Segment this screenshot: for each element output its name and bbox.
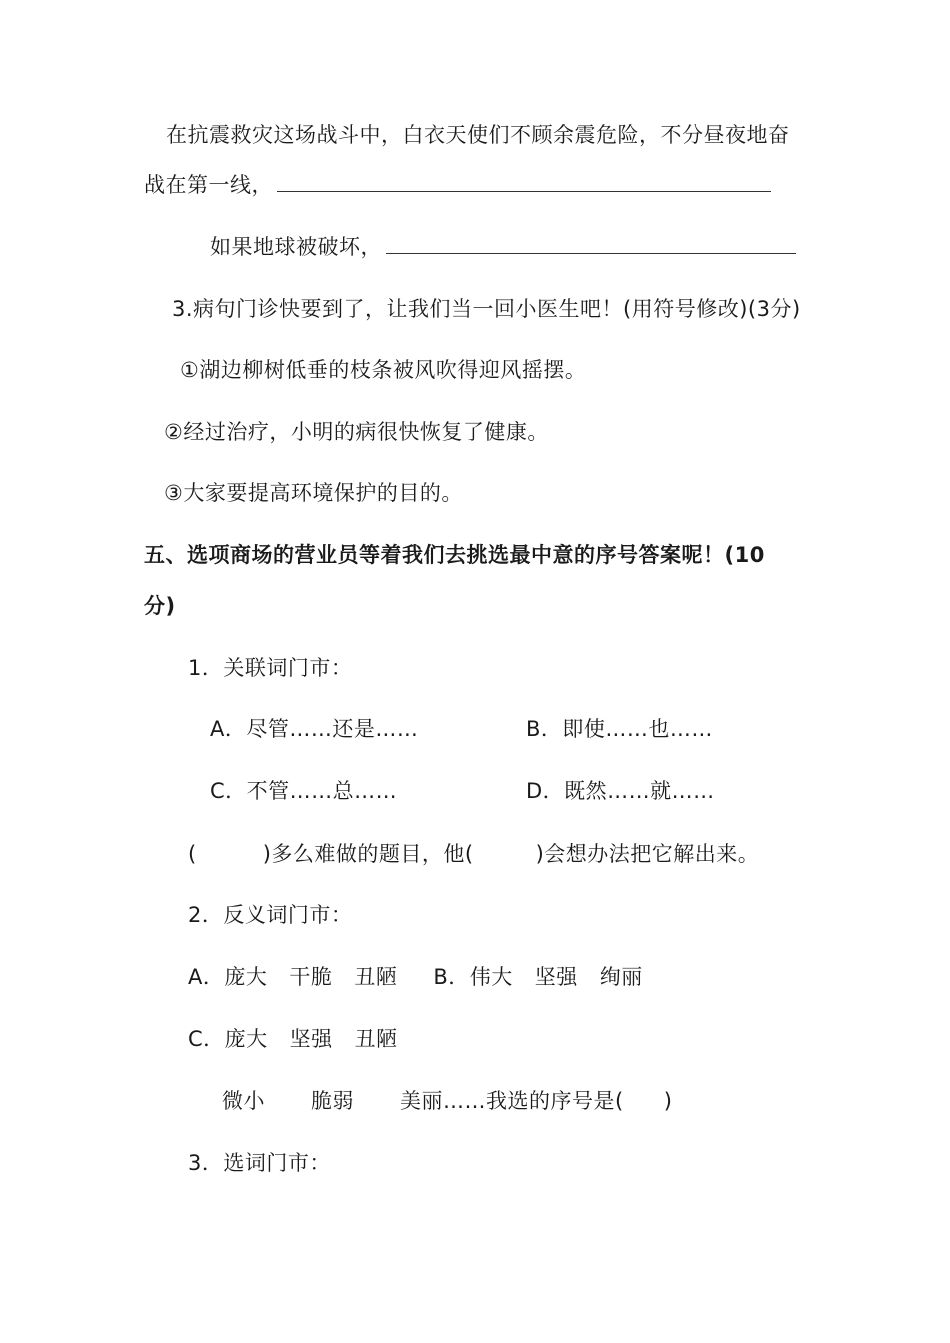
- q2-option-a-word-1: 庞大: [224, 965, 268, 989]
- q2-target-word-2: 脆弱: [311, 1089, 354, 1113]
- sentence-line-2-text: 战在第一线，: [144, 173, 273, 197]
- q2-target-word-3: 美丽: [400, 1089, 443, 1113]
- q2-option-c-label: C．: [188, 1027, 225, 1051]
- q2-option-c-word-1: 庞大: [224, 1027, 268, 1051]
- section-5-title-line-2: 分): [144, 594, 176, 618]
- sentence-line-3: [210, 231, 796, 263]
- q1-sentence-part-1: (: [188, 842, 197, 866]
- q1-sentence-part-3: )会想办法把它解出来。: [535, 842, 760, 866]
- sick-sentence-2: ②经过治疗，小明的病很快恢复了健康。: [164, 420, 549, 444]
- q2-option-c-word-2: 坚强: [289, 1027, 333, 1051]
- q1-option-c: C．不管……总……: [210, 779, 398, 803]
- q1-sentence: [188, 838, 759, 870]
- q2-option-b-word-2: 坚强: [534, 965, 578, 989]
- q1-conjunction-title: 1．关联词门市：: [188, 656, 353, 680]
- q3-word-choice-title: 3．选词门市：: [188, 1151, 331, 1175]
- q2-choice-text: ……我选的序号是(: [443, 1089, 624, 1113]
- sick-sentence-3: ③大家要提高环境保护的目的。: [164, 481, 463, 505]
- q1-option-b: B．即使……也……: [526, 717, 713, 741]
- q2-target-words-row: [222, 1085, 672, 1117]
- q2-antonym-title: 2．反义词门市：: [188, 903, 353, 927]
- q2-choice-close: ): [663, 1089, 673, 1113]
- sentence-line-1: 在抗震救灾这场战斗中，白衣天使们不顾余震危险，不分昼夜地奋: [166, 123, 790, 147]
- q2-target-word-1: 微小: [222, 1089, 265, 1113]
- q2-option-c-word-3: 丑陋: [354, 1027, 398, 1051]
- sentence-line-2: [144, 169, 771, 201]
- section-5-title-line-1: 五、选项商场的营业员等着我们去挑选最中意的序号答案呢！(10: [144, 543, 765, 567]
- sick-sentence-1: ①湖边柳树低垂的枝条被风吹得迎风摇摆。: [180, 358, 587, 382]
- q2-option-b-word-1: 伟大: [469, 965, 513, 989]
- q1-option-a: A．尽管……还是……: [210, 717, 419, 741]
- q1-sentence-part-2: )多么难做的题目，他(: [262, 842, 474, 866]
- sentence-line-3-text: 如果地球被破坏，: [210, 235, 382, 259]
- q3-sick-sentence-title: 3.病句门诊快要到了，让我们当一回小医生吧！(用符号修改)(3分): [172, 297, 801, 321]
- q2-option-row-ab: [188, 961, 643, 993]
- q2-option-row-c: [188, 1023, 398, 1055]
- q2-option-b-label: B．: [433, 965, 470, 989]
- answer-blank-1[interactable]: [277, 169, 771, 192]
- q1-option-d: D．既然……就……: [526, 779, 715, 803]
- q2-option-a-word-2: 干脆: [289, 965, 333, 989]
- q2-option-b-word-3: 绚丽: [599, 965, 643, 989]
- q2-option-a-label: A．: [188, 965, 225, 989]
- answer-blank-2[interactable]: [386, 231, 796, 254]
- q2-option-a-word-3: 丑陋: [354, 965, 398, 989]
